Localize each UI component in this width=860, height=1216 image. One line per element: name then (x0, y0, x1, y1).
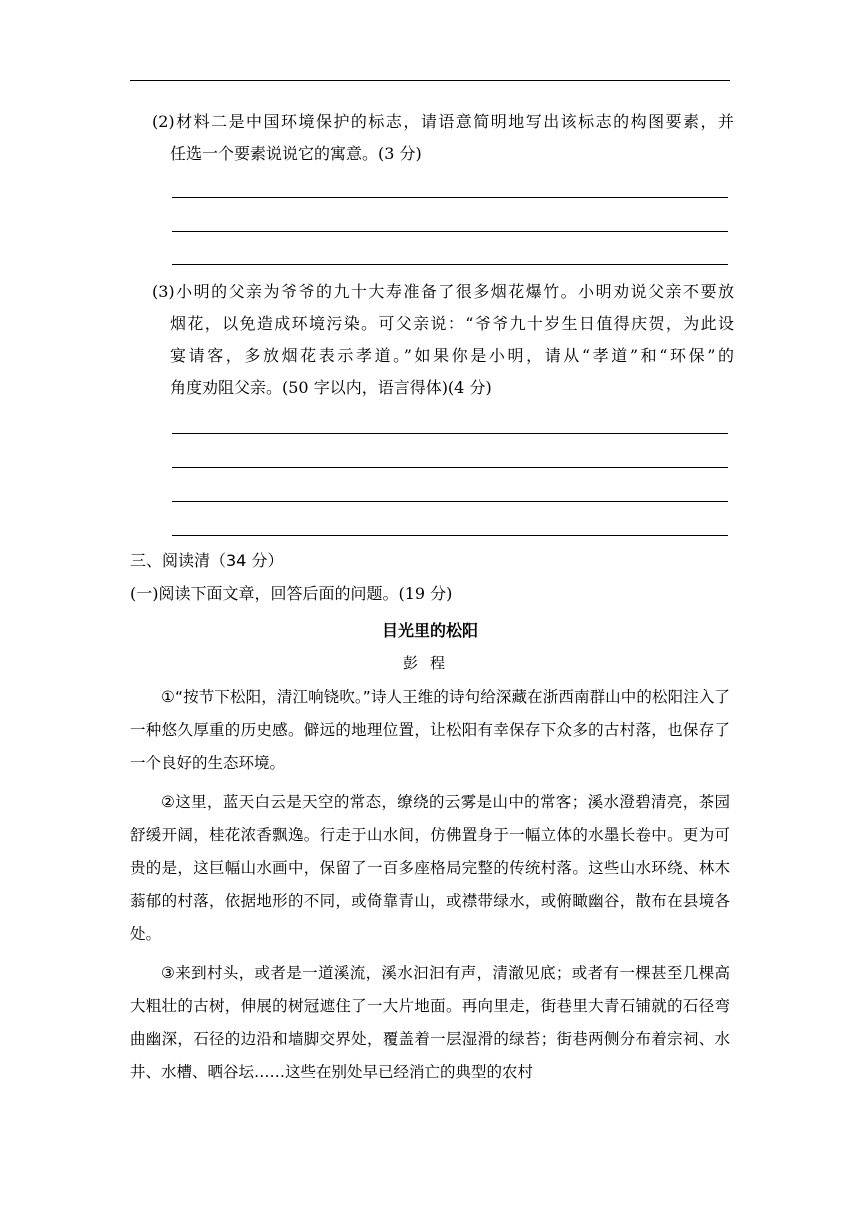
question-3 (152, 276, 734, 404)
question-3-line-3: 宴请客，多放烟花表示孝道。”如果你是小明，请从“孝道”和“环保”的 (170, 346, 734, 365)
section-heading: 三、阅读清（34 分） (130, 551, 284, 570)
answer-line[interactable] (172, 433, 728, 434)
answer-line[interactable] (172, 197, 728, 198)
paragraph-2: ②这里，蓝天白云是天空的常态，缭绕的云雾是山中的常客；溪水澄碧清亮，茶园舒缓开阔，桂花浓香飘逸。行走于山水间，仿佛置身于一幅立体的水墨长卷中。更为可贵的是，这巨幅山水画中，保留了一百多座格局完整的传统村落。这些山水环绕、林木蓊郁的村落，依据地形的不同，或倚靠青山，或襟带绿水，或俯瞰幽谷，散布在县境各处。 (130, 793, 730, 943)
article-author: 彭程 (402, 654, 457, 672)
question-3-line-4: 角度劝阻父亲。(50 字以内，语言得体)(4 分) (170, 378, 492, 397)
paragraph-1: ①“按节下松阳，清江响铙吹。”诗人王维的诗句给深藏在浙西南群山中的松阳注入了一种悠久厚重的历史感。僻远的地理位置，让松阳有幸保存下众多的古村落，也保存了一个良好的生态环境。 (130, 688, 730, 772)
paragraph-3: ③来到村头，或者是一道溪流，溪水汩汩有声，清澈见底；或者有一棵甚至几棵高大粗壮的古树，伸展的树冠遮住了一大片地面。再向里走，街巷里大青石铺就的石径弯曲幽深，石径的边沿和墙脚交界处，覆盖着一层湿滑的绿苔；街巷两侧分布着宗祠、水井、水槽、晒谷坛……这些在别处早已经消亡的典型的农村 (130, 964, 730, 1081)
answer-line[interactable] (172, 467, 728, 468)
answer-line[interactable] (172, 501, 728, 502)
question-2 (152, 106, 734, 170)
article-title: 目光里的松阳 (381, 621, 478, 640)
section-instruction: (一)阅读下面文章，回答后面的问题。(19 分) (130, 584, 453, 603)
answer-line[interactable] (172, 231, 728, 232)
answer-line[interactable] (172, 535, 728, 536)
question-3-line-2: 烟花，以免造成环境污染。可父亲说：“爷爷九十岁生日值得庆贺，为此设 (170, 314, 734, 333)
question-3-line-1: (3)小明的父亲为爷爷的九十大寿准备了很多烟花爆竹。小明劝说父亲不要放 (152, 282, 734, 301)
answer-line[interactable] (172, 264, 728, 265)
question-2-line-2: 任选一个要素说说它的寓意。(3 分) (170, 144, 422, 163)
header-rule (130, 80, 730, 81)
article-body (130, 681, 730, 1096)
question-2-line-1: (2)材料二是中国环境保护的标志，请语意简明地写出该标志的构图要素，并 (152, 112, 734, 131)
